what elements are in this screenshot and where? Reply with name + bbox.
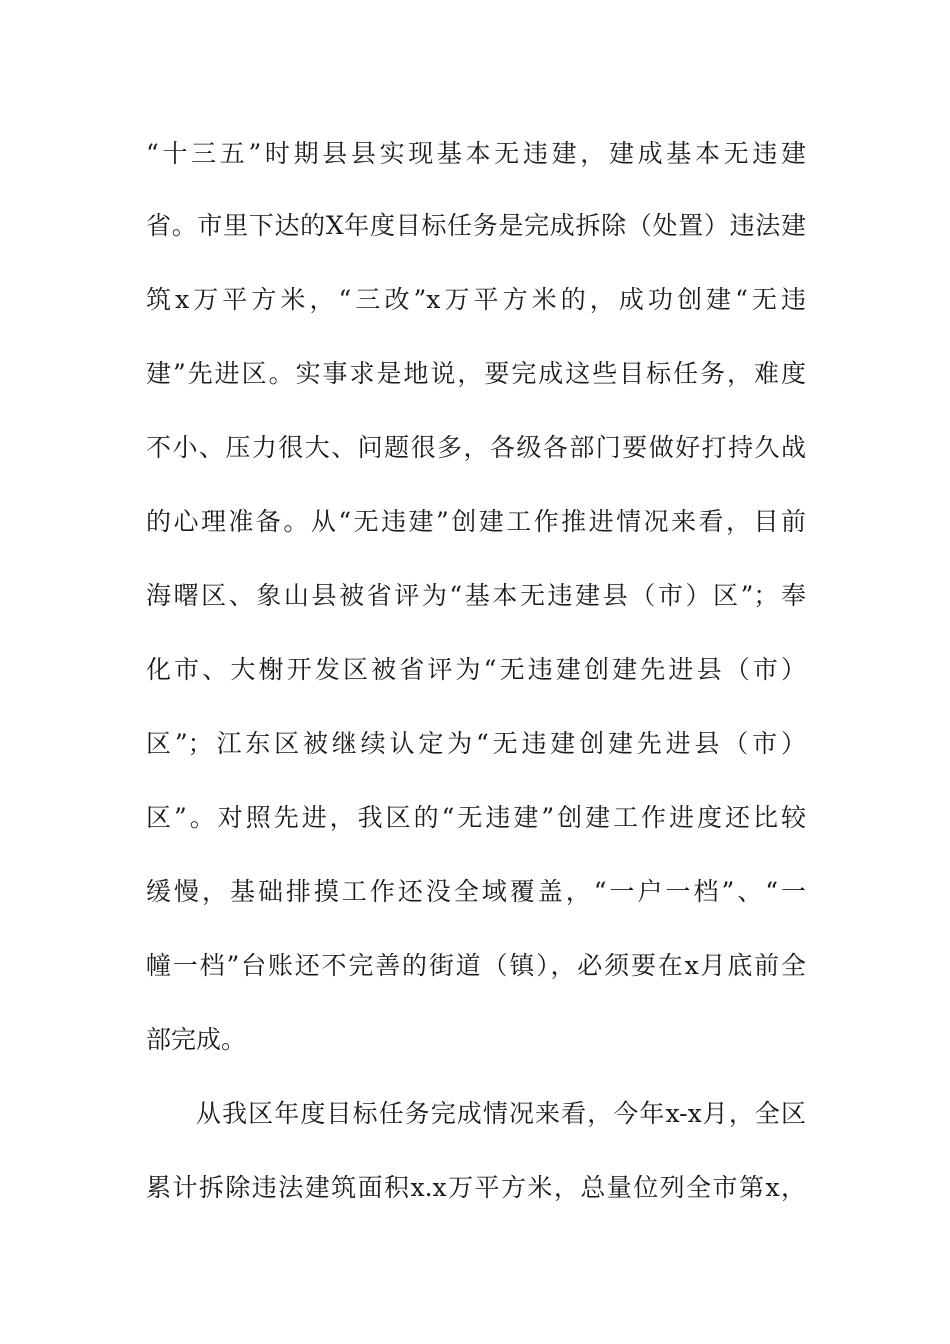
text-line-1: “十三五”时期县县实现基本无违建，建成基本无违建 <box>146 139 806 168</box>
text-line-12: 幢一档”台账还不完善的街道（镇），必须要在x月底前全 <box>146 951 806 980</box>
text-line-4: 建”先进区。实事求是地说，要完成这些目标任务，难度 <box>146 359 806 388</box>
text-line-2: 省。市里下达的X年度目标任务是完成拆除（处置）违法建 <box>146 211 806 240</box>
text-line-7: 海曙区、象山县被省评为“基本无违建县（市）区”；奉 <box>146 581 806 610</box>
text-line-9: 区”；江东区被继续认定为“无违建创建先进县（市） <box>146 729 806 758</box>
text-line-6: 的心理准备。从“无违建”创建工作推进情况来看，目前 <box>146 507 806 536</box>
text-line-15: 累计拆除违法建筑面积x.x万平方米，总量位列全市第x， <box>146 1173 806 1202</box>
text-line-3: 筑x万平方米，“三改”x万平方米的，成功创建“无违 <box>146 285 806 314</box>
text-line-14: 从我区年度目标任务完成情况来看，今年x-x月，全区 <box>196 1099 806 1128</box>
text-line-11: 缓慢，基础排摸工作还没全域覆盖，“一户一档”、“一 <box>146 877 806 906</box>
text-line-5: 不小、压力很大、问题很多，各级各部门要做好打持久战 <box>146 433 806 462</box>
text-line-8: 化市、大榭开发区被省评为“无违建创建先进县（市） <box>146 655 806 684</box>
text-line-13: 部完成。 <box>146 1025 247 1054</box>
text-line-10: 区”。对照先进，我区的“无违建”创建工作进度还比较 <box>146 803 806 832</box>
